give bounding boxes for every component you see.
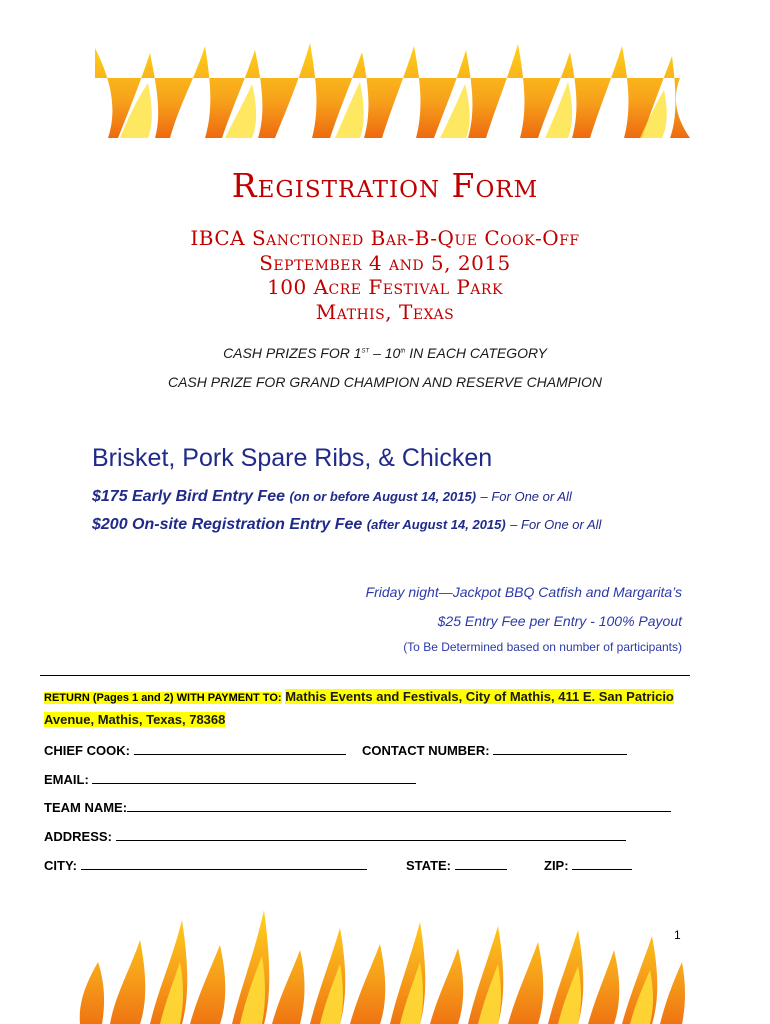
chief-cook-field[interactable]: CHIEF COOK: <box>44 742 346 758</box>
return-address-2: Avenue, Mathis, Texas, 78368 <box>44 712 226 727</box>
event-venue-line: 100 Acre Festival Park <box>267 275 503 299</box>
grand-champion-line: CASH PRIZE FOR GRAND CHAMPION AND RESERVE CHAMPION <box>167 374 603 390</box>
return-instructions <box>44 686 694 731</box>
event-location-line: Mathis, Texas <box>315 300 455 324</box>
return-address-1: Mathis Events and Festivals, City of Mathis, 411 E. San Patricio <box>285 689 674 704</box>
address-field[interactable]: ADDRESS: <box>44 828 626 844</box>
flame-shape <box>95 43 690 138</box>
contact-number-field[interactable]: CONTACT NUMBER: <box>362 742 627 758</box>
cash-prizes-line: CASH PRIZES FOR 1ST – 10th IN EACH CATEGORY <box>223 345 547 361</box>
zip-field[interactable]: ZIP: <box>544 857 632 873</box>
return-label: RETURN (Pages 1 and 2) WITH PAYMENT TO: <box>44 692 282 704</box>
categories-heading: Brisket, Pork Spare Ribs, & Chicken <box>92 444 493 472</box>
friday-note: (To Be Determined based on number of participants) <box>403 640 682 654</box>
state-field[interactable]: STATE: <box>406 857 507 873</box>
team-name-field[interactable]: TEAM NAME: <box>44 799 671 815</box>
early-bird-fee: $175 Early Bird Entry Fee (on or before August 14, 2015) – For One or All <box>92 488 572 505</box>
section-divider <box>40 675 690 676</box>
email-field[interactable]: EMAIL: <box>44 771 416 787</box>
event-dates-line: September 4 and 5, 2015 <box>259 251 511 275</box>
flame-border-bottom <box>0 900 770 1024</box>
onsite-fee: $200 On-site Registration Entry Fee (after August 14, 2015) – For One or All <box>92 516 602 533</box>
friday-jackpot-line: Friday night—Jackpot BBQ Catfish and Margarita’s <box>365 584 682 600</box>
form-title: Registration Form <box>231 166 539 205</box>
city-field[interactable]: CITY: <box>44 857 367 873</box>
page-number: 1 <box>674 928 681 942</box>
event-sanction-line: IBCA Sanctioned Bar-B-Que Cook-Off <box>190 226 580 250</box>
friday-fee-line: $25 Entry Fee per Entry - 100% Payout <box>437 613 682 629</box>
flame-border-top <box>0 38 770 150</box>
